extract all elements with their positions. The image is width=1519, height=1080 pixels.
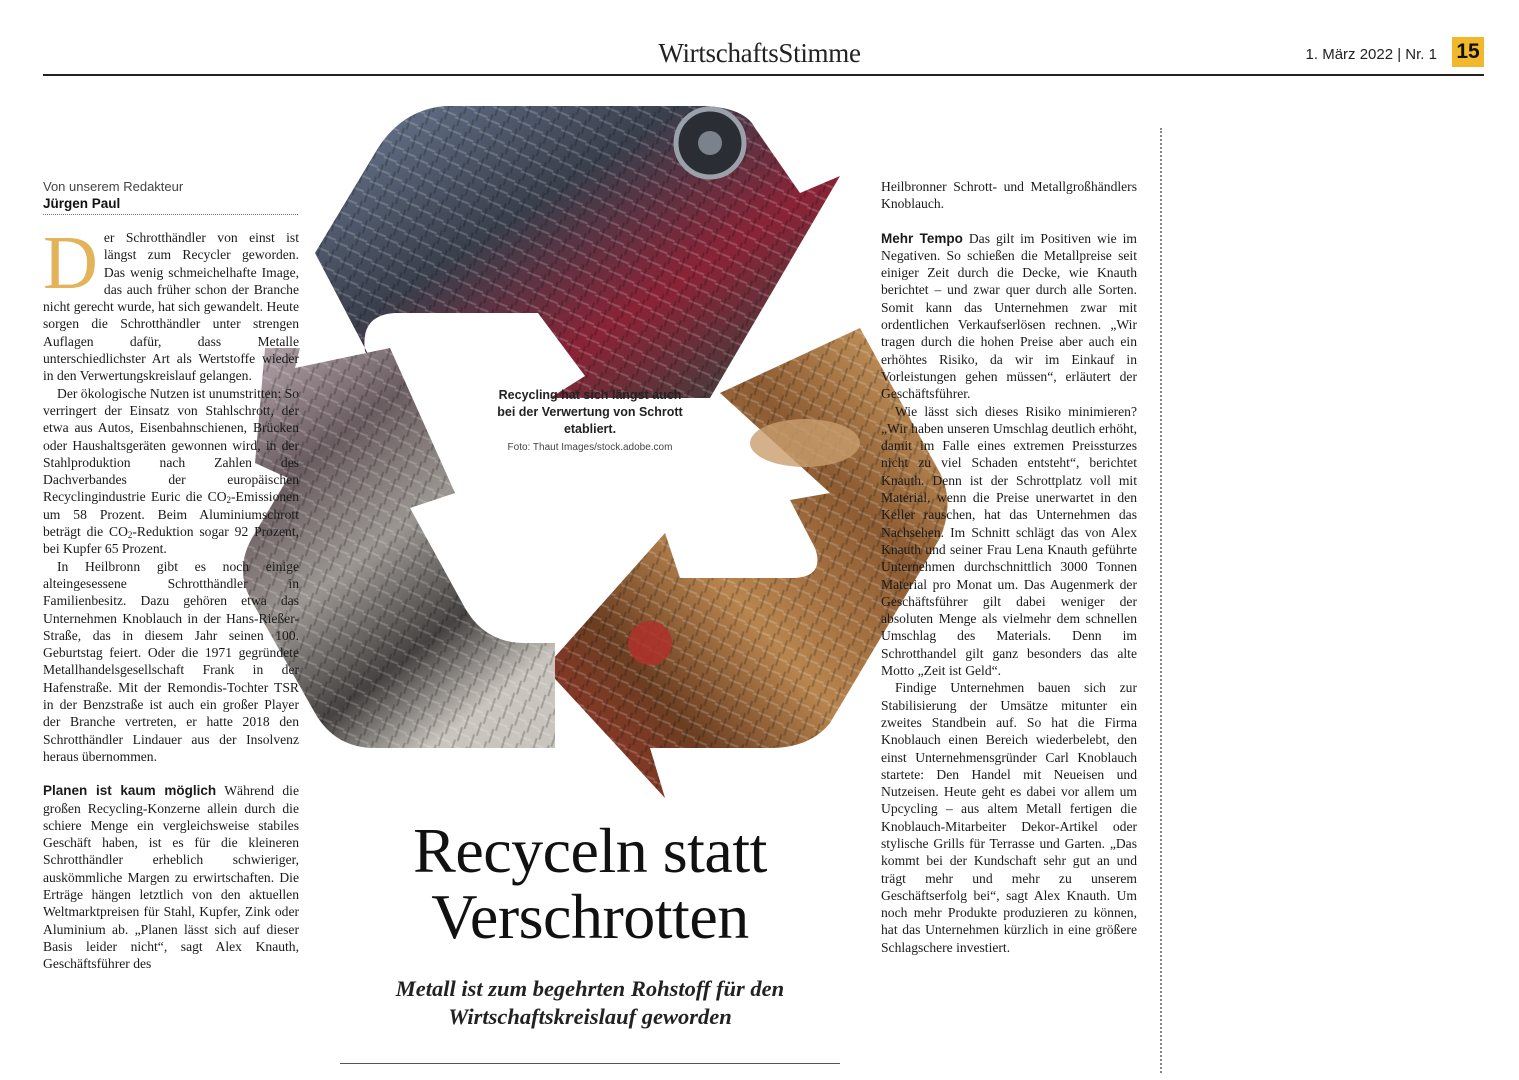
article-column-left: [43, 221, 300, 972]
subscript: 2: [226, 495, 232, 506]
deck-line: Metall ist zum begehrten Rohstoff für den: [395, 976, 785, 1001]
photo-caption: [490, 387, 690, 453]
publication-title: WirtschaftsStimme: [658, 38, 861, 68]
drop-cap: D: [43, 221, 98, 305]
deck-line: Wirtschaftskreislauf geworden: [448, 1004, 732, 1029]
column-divider: [1160, 128, 1162, 1073]
subheading: Planen ist kaum möglich: [43, 783, 217, 799]
paragraph-upcycling: Findige Unternehmen bauen sich zur Stabilisierung der Umsätze mitunter ein zweites Standbein auf. So hat die Firma Knoblauch einen Bereich wiederbelebt, den einst Unternehmensgründer Carl Knoblauch startete: Den Handel mit Neueisen und Nutzeisen. Heute geht es dabei vor allem um Upcycling – aus altem Metall fertigen die Knoblauch-Mitarbeiter Dekor-Artikel oder stylische Grills für Terrasse und Garten. „Das kommt bei der Kundschaft sehr gut an und trägt mehr und mehr zu unserem Geschäftserfolg bei“, sagt Alex Knauth. Um noch mehr Produkte produzieren zu können, hat das Unternehmen kürzlich in eine größere Schlagschere investiert.: [881, 680, 1137, 955]
paragraph-continuation: Heilbronner Schrott- und Metallgroßhändlers Knoblauch.: [881, 179, 1137, 212]
paragraph-heilbronn: In Heilbronn gibt es noch einige alteingesessene Schrotthändler in Familienbesitz. Dazu gehören etwa das Unternehmen Knoblauch in der Hans-Rießer-Straße, das in diesem Jahr seinen 100. Geburtstag feiert. Oder die 1971 gegründete Metallhandelsgesellschaft Frank in der Hafenstraße. Mit der Remondis-Tochter TSR in der Benzstraße ist auch ein großer Player der Branche vertreten, er hatte 2018 den Schrotthändler Lindauer aus der Insolvenz heraus übernommen.: [43, 558, 299, 764]
paragraph-gap: [881, 213, 1137, 230]
paragraph-planning: [43, 782, 299, 972]
subscript: 2: [127, 530, 133, 541]
headline-line: Verschrotten: [431, 881, 749, 952]
headline-line: Recyceln statt: [413, 815, 767, 886]
paragraph-ecology: [43, 385, 299, 558]
text-segment: Der ökologische Nutzen ist unumstritten: So verringert der Einsatz von Stahlschrott, der etwa aus Autos, Eisenbahnschienen, Brücken oder Haushaltsgeräten gewonnen wird, in der Stahlproduktion nach Zahlen des Dachverbandes der europäischen Recyclingindustrie Euric die CO: [43, 385, 300, 505]
deck-rule: [340, 1063, 840, 1064]
paragraph-text: Das gilt im Positiven wie im Negativen. So schießen die Metallpreise seit einiger Zeit durch die Decke, wie Knauth berichtet – und zwar quer durch alle Sorten. Somit kann das Unternehmen zwar mit ordentlichen Verkaufserlösen rechnen. „Wir tragen durch die hohen Preise aber auch ein erhöhtes Risiko, da wir im Einkauf in Vorleistungen gehen müssen“, erläutert der Geschäftsführer.: [881, 230, 1138, 402]
paragraph-risk: Wie lässt sich dieses Risiko minimieren? „Wir haben unseren Umschlag deutlich erhöht, damit im Falle eines extremen Preissturzes nicht zu viel Schaden entsteht“, berichtet Knauth. Denn ist der Schrottplatz voll mit Material, wenn die Preise unerwartet in den Keller rauschen, hat das Unternehmen das Nachsehen. Im Schnitt schlägt das von Alex Knauth und seiner Frau Lena Knauth geführte Unternehmen durchschnittlich 3000 Tonnen Material pro Monat um. Das Augenmerk der Geschäftsführer gilt dabei weniger der absoluten Menge als vielmehr dem schnellen Umschlag des Materials. Denn im Schrotthandel gilt ganz besonders das alte Motto „Zeit ist Geld“.: [881, 403, 1137, 679]
paragraph-tempo: [881, 230, 1137, 403]
article-deck: [340, 975, 840, 1031]
article-column-right: [881, 178, 1137, 956]
paragraph-text: Während die großen Recycling-Konzerne allein durch die schiere Menge ein vergleichsweise stabiles Geschäft haben, ist es für die kleineren Schrotthändler erheblich schwieriger, auskömmliche Margen zu erwirtschaften. Die Erträge hängen letztlich von den aktuellen Weltmarktpreisen für Stahl, Kupfer, Zink oder Aluminium ab. „Planen lässt sich auf dieser Basis leider nicht“, sagt Alex Knauth, Geschäftsführer des: [43, 783, 299, 972]
caption-text: Recycling hat sich längst auch bei der Verwertung von Schrott etabliert.: [497, 388, 683, 436]
article-headline: [340, 815, 840, 952]
subheading: Mehr Tempo: [881, 230, 963, 246]
page-number-badge: 15: [1452, 37, 1484, 67]
photo-credit: Foto: Thaut Images/stock.adobe.com: [507, 442, 673, 453]
lead-paragraph: [43, 221, 299, 385]
header-rule: [43, 74, 1484, 76]
byline-author: Jürgen Paul: [43, 196, 121, 211]
text-segment: -Reduktion sogar 92 Prozent, bei Kupfer 65 Prozent.: [43, 524, 299, 557]
byline-prefix: Von unserem Redakteur: [43, 179, 184, 194]
text-segment: -Emissionen um 58 Prozent. Beim Aluminiumschrott beträgt die CO: [43, 489, 299, 540]
issue-dateline: 1. März 2022 | Nr. 1: [1305, 46, 1437, 63]
paragraph-gap: [43, 765, 299, 782]
lead-text: er Schrotthändler von einst ist längst zum Recycler geworden. Das wenig schmeichelhafte Image, das auch früher schon der Branche nicht gerecht wurde, hat sich gewandelt. Heute sorgen die Schrotthändler unter strengen Auflagen dafür, dass Metalle unterschiedlichster Art als Wertstoffe wieder in den Verwertungskreislauf gelangen.: [43, 230, 299, 384]
